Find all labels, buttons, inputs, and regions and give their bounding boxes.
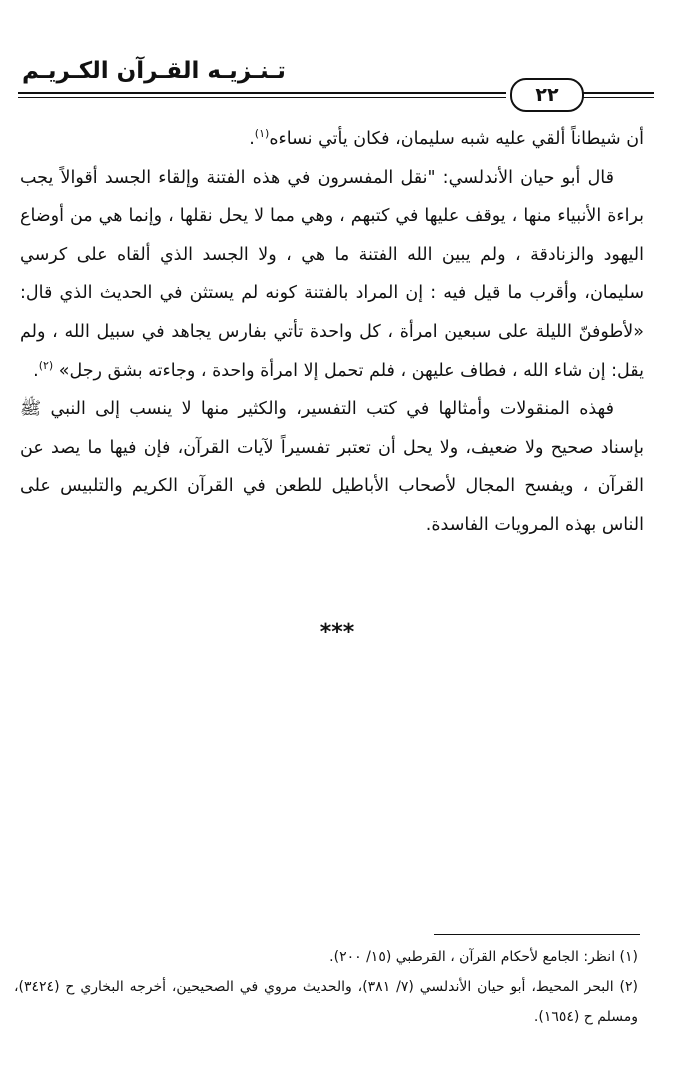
footnote-2: (٢) البحر المحيط، أبو حيان الأندلسي (٧/ ٣٨١)، والحديث مروي في الصحيحين، أخرجه البخاري ح (٣٤٢٤)، ومسلم ح (١٦٥٤). [14, 979, 639, 1025]
footnotes [14, 942, 638, 1032]
main-text [20, 120, 644, 545]
header-rule-thick [18, 92, 506, 94]
section-separator: *** [319, 620, 355, 645]
header-rule-thin [18, 97, 506, 98]
running-title: تـنـزيـه القـرآن الكـريـم [22, 58, 286, 84]
footnote-divider [434, 934, 640, 935]
paragraph-2-text: قال أبو حيان الأندلسي: "نقل المفسرون في هذه الفتنة وإلقاء الجسد أقوالاً يجب براءة الأنبياء منها ، يوقف عليها في كتبهم ، وهي مما لا يحل نقلها ، وإنما هي من أوضاع اليهود والزنادقة ، ولم يبين الله الفتنة ما هي ، ولا الجسد الذي ألقاه على كرسي سليمان، وأقرب ما قيل فيه : إن المراد بالفتنة كونه لم يستثن في الحديث الذي قال: «لأطوفنّ الليلة على سبعين امرأة ، كل واحدة تأتي بفارس يجاهد في سبيل الله ، ولم يقل: إن شاء الله ، فطاف عليهن ، فلم تحمل إلا امرأة واحدة ، وجاءته بشق رجل» [20, 167, 644, 381]
footnote-ref-2: (٢) [38, 358, 54, 372]
header-rule-thick-right [580, 92, 654, 94]
page-number: ٢٢ [510, 78, 584, 112]
header-rule-thin-right [580, 97, 654, 98]
footnote-ref-1: (١) [254, 127, 270, 141]
paragraph-3: فهذه المنقولات وأمثالها في كتب التفسير، والكثير منها لا ينسب إلى النبي ﷺ بإسناد صحيح ولا ضعيف، ولا يحل أن تعتبر تفسيراً لآيات القرآن، فإن فيها ما يصد عن القرآن ، ويفسح المجال لأصحاب الأباطيل للطعن في القرآن الكريم والتلبيس على الناس بهذه المرويات الفاسدة. [20, 399, 644, 535]
paragraph-1 [20, 120, 644, 159]
paragraph-1-period: . [249, 129, 255, 149]
paragraph-1-text: أن شيطاناً ألقي عليه شبه سليمان، فكان يأتي نساءه [269, 129, 644, 149]
footnote-1: (١) انظر: الجامع لأحكام القرآن ، القرطبي (١٥/ ٢٠٠). [329, 949, 638, 965]
page-header [18, 52, 654, 110]
paragraph-2: قال أبو حيان الأندلسي: "نقل المفسرون في هذه الفتنة وإلقاء الجسد أقوالاً يجب براءة الأنبياء منها ، يوقف عليها في كتبهم ، وهي مما لا يحل نقلها ، وإنما هي من أوضاع اليهود والزنادقة ، ولم يبين الله الفتنة ما هي ، ولا الجسد الذي ألقاه على كرسي سليمان، وأقرب ما قيل فيه : إن المراد بالفتنة كونه لم يستثن في الحديث الذي قال: «لأطوفنّ الليلة على سبعين امرأة ، كل واحدة تأتي بفارس يجاهد في سبيل الله ، ولم يقل: إن شاء الله ، فطاف عليهن ، فلم تحمل إلا امرأة واحدة ، وجاءته بشق رجل» $^{(٢)}$. [20, 167, 644, 381]
